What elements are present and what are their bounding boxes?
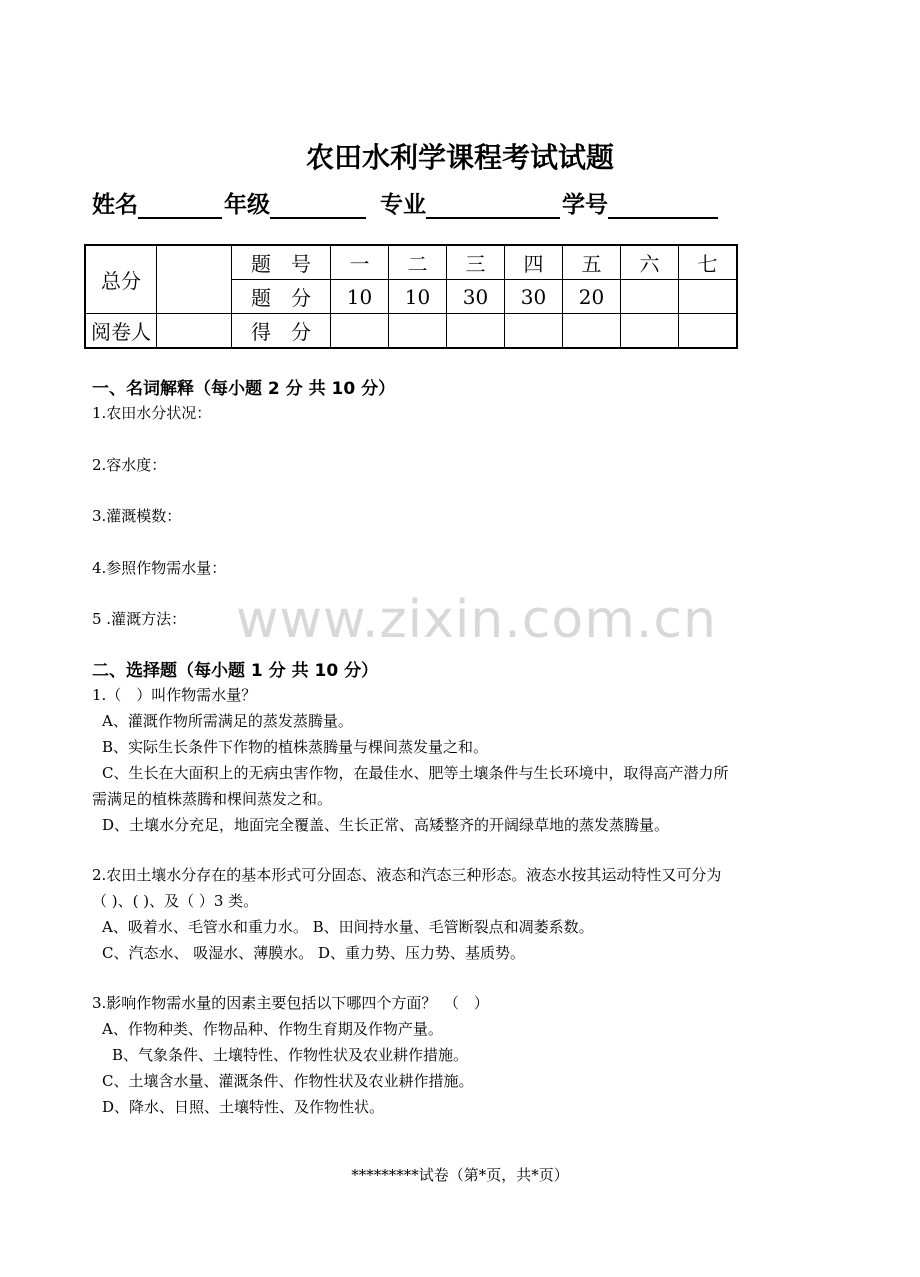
question-points-cell xyxy=(679,280,738,314)
question-points-cell: 10 xyxy=(389,280,447,314)
earned-score-cell[interactable] xyxy=(505,314,563,349)
section1-heading: 一、名词解释（每小题 2 分 共 10 分） xyxy=(92,379,396,399)
question-points-cell: 20 xyxy=(563,280,621,314)
student-id-blank[interactable] xyxy=(608,191,718,219)
name-label: 姓名 xyxy=(92,192,138,218)
question-3-option-a[interactable]: A、作物种类、作物品种、作物生育期及作物产量。 xyxy=(102,1020,443,1038)
earned-score-cell[interactable] xyxy=(389,314,447,349)
question-3-option-b[interactable]: B、气象条件、土壤特性、作物性状及农业耕作措施。 xyxy=(112,1046,469,1064)
term-item: 2.容水度： xyxy=(92,456,167,474)
question-2-stem: 2.农田土壤水分存在的基本形式可分固态、液态和汽态三种形态。液态水按其运动特性又可分为 xyxy=(92,866,722,884)
question-points-cell: 30 xyxy=(505,280,563,314)
table-row xyxy=(85,314,737,349)
question-2-options-ab[interactable]: A、吸着水、毛管水和重力水。 B、田间持水量、毛管断裂点和凋萎系数。 xyxy=(102,918,594,936)
question-points-cell xyxy=(621,280,679,314)
question-number-cell: 三 xyxy=(447,245,505,280)
total-score-label: 总分 xyxy=(85,245,157,314)
watermark-text: www.zixin.com.cn xyxy=(236,590,717,650)
question-1-stem: 1.（ ）叫作物需水量？ xyxy=(92,686,257,704)
question-3-option-d[interactable]: D、降水、日照、土壤特性、及作物性状。 xyxy=(102,1098,385,1116)
term-item: 3.灌溉模数： xyxy=(92,507,182,525)
question-1-option-b[interactable]: B、实际生长条件下作物的植株蒸腾量与棵间蒸发量之和。 xyxy=(102,738,489,756)
question-number-cell: 六 xyxy=(621,245,679,280)
major-blank[interactable] xyxy=(426,191,560,219)
exam-title: 农田水利学课程考试试题 xyxy=(305,141,614,174)
earned-score-cell[interactable] xyxy=(679,314,738,349)
reviewer-label: 阅卷人 xyxy=(85,314,157,349)
student-id-label: 学号 xyxy=(562,192,608,218)
question-points-cell: 30 xyxy=(447,280,505,314)
major-label: 专业 xyxy=(380,192,426,218)
question-2-stem-cont: （ )、( )、及（ ）3 类。 xyxy=(92,892,259,910)
question-1-option-d[interactable]: D、土壤水分充足，地面完全覆盖、生长正常、高矮整齐的开阔绿草地的蒸发蒸腾量。 xyxy=(102,816,670,834)
term-item: 5 .灌溉方法： xyxy=(92,610,187,628)
section2-heading: 二、选择题（每小题 1 分 共 10 分） xyxy=(92,661,379,681)
student-info-row xyxy=(92,186,720,219)
question-1-option-a[interactable]: A、灌溉作物所需满足的蒸发蒸腾量。 xyxy=(102,712,353,730)
table-row xyxy=(85,245,737,280)
question-number-cell: 二 xyxy=(389,245,447,280)
term-item: 1.农田水分状况： xyxy=(92,404,212,422)
grade-label: 年级 xyxy=(224,192,270,218)
question-points-label: 题 分 xyxy=(232,280,331,314)
question-3-stem: 3.影响作物需水量的因素主要包括以下哪四个方面？ （ ） xyxy=(92,994,489,1012)
question-number-label: 题 号 xyxy=(232,245,331,280)
grade-blank[interactable] xyxy=(270,191,366,219)
question-2-options-cd[interactable]: C、汽态水、 吸湿水、薄膜水。 D、重力势、压力势、基质势。 xyxy=(102,944,526,962)
earned-score-label: 得 分 xyxy=(232,314,331,349)
question-number-cell: 七 xyxy=(679,245,738,280)
question-number-cell: 五 xyxy=(563,245,621,280)
reviewer-cell[interactable] xyxy=(157,314,232,349)
earned-score-cell[interactable] xyxy=(621,314,679,349)
total-score-cell[interactable] xyxy=(157,245,232,314)
question-3-option-c[interactable]: C、土壤含水量、灌溉条件、作物性状及农业耕作措施。 xyxy=(102,1072,474,1090)
term-item: 4.参照作物需水量： xyxy=(92,559,227,577)
page-footer: *********试卷（第*页，共*页） xyxy=(351,1166,569,1184)
earned-score-cell[interactable] xyxy=(563,314,621,349)
question-number-cell: 四 xyxy=(505,245,563,280)
question-1-option-c-cont: 需满足的植株蒸腾和棵间蒸发之和。 xyxy=(92,790,333,808)
earned-score-cell[interactable] xyxy=(331,314,389,349)
name-blank[interactable] xyxy=(138,191,222,219)
question-points-cell: 10 xyxy=(331,280,389,314)
earned-score-cell[interactable] xyxy=(447,314,505,349)
question-1-option-c[interactable]: C、生长在大面积上的无病虫害作物，在最佳水、肥等土壤条件与生长环境中，取得高产潜力所 xyxy=(102,764,729,782)
score-table xyxy=(84,244,738,349)
question-number-cell: 一 xyxy=(331,245,389,280)
